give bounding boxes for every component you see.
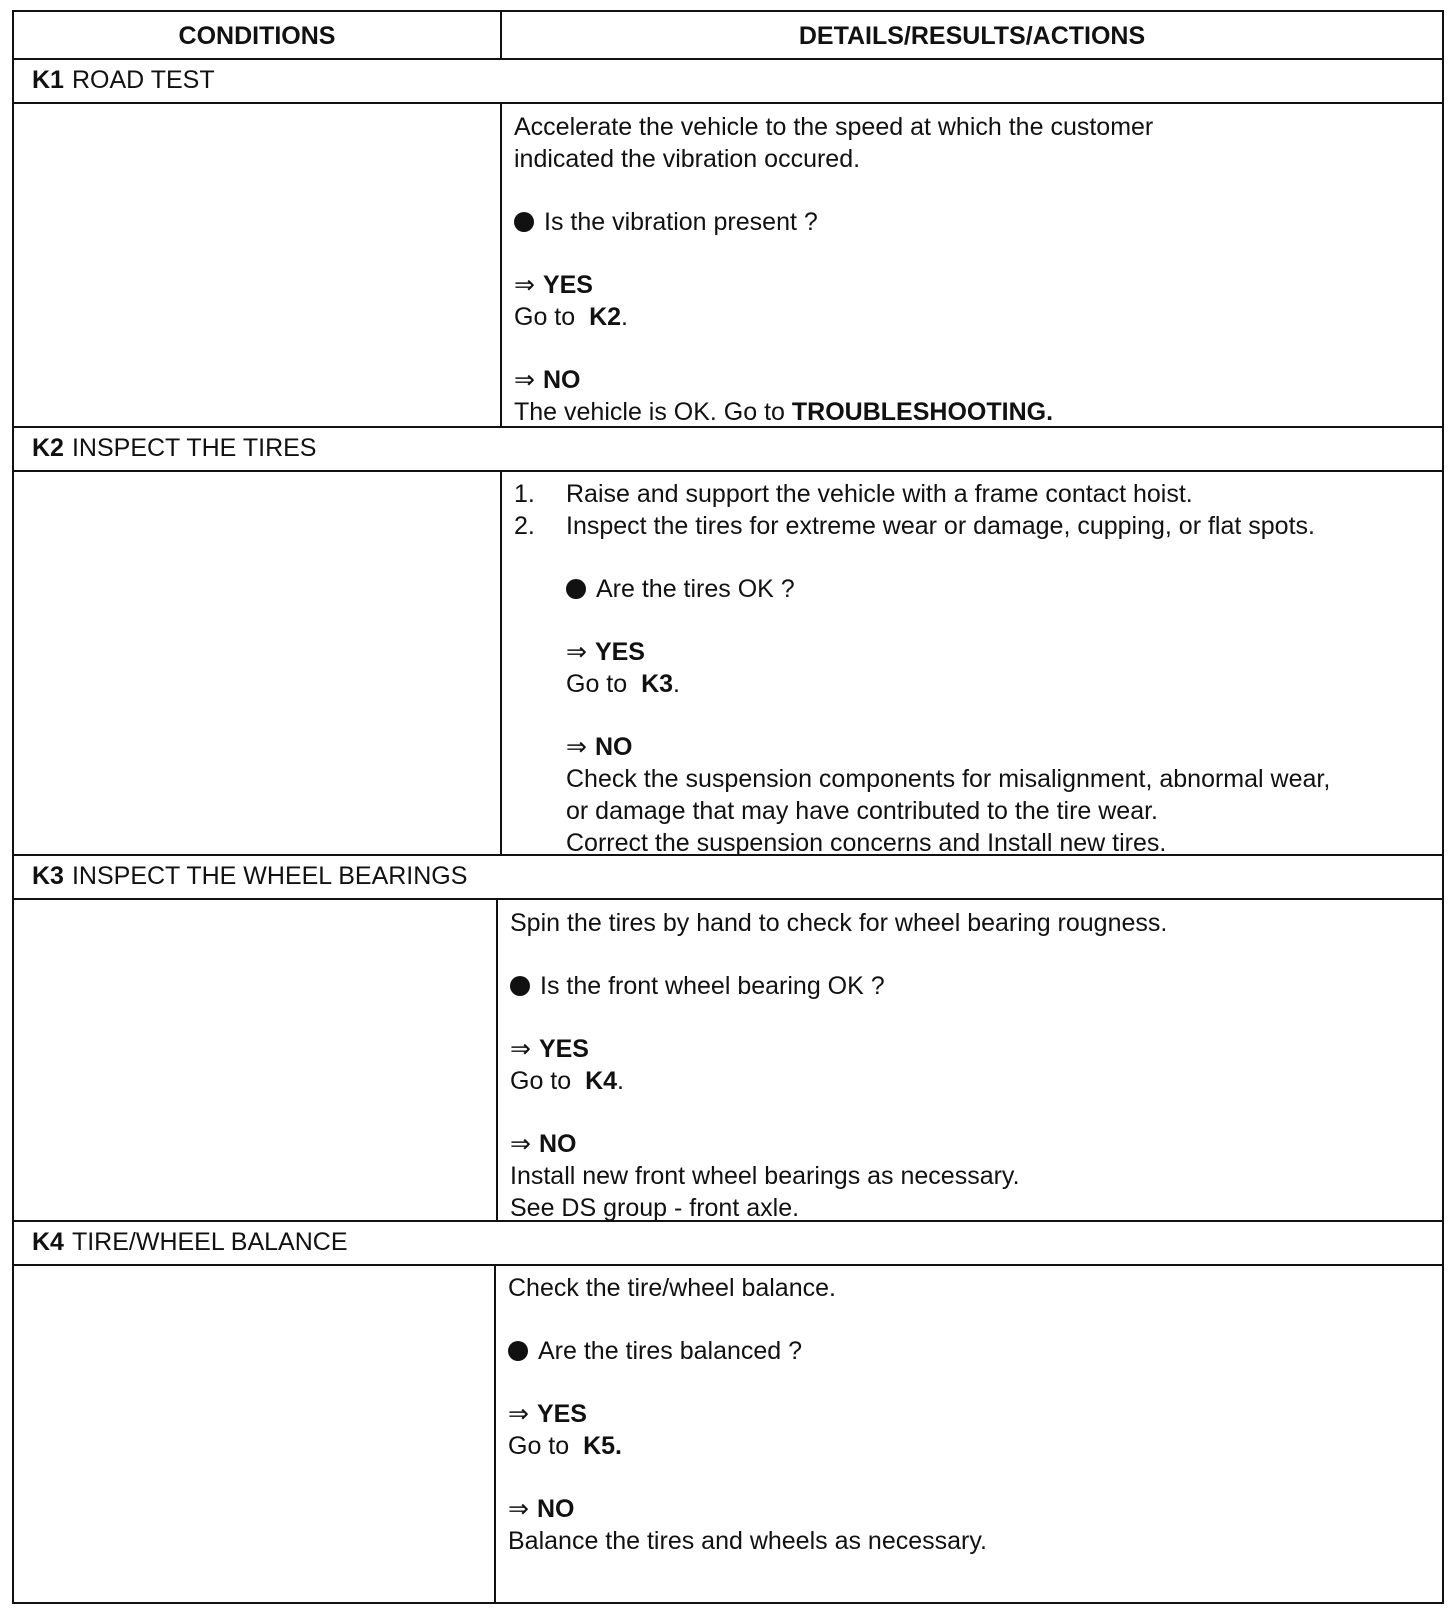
header-conditions: CONDITIONS — [178, 21, 336, 50]
no-ref: TROUBLESHOOTING. — [791, 398, 1054, 426]
divider — [14, 102, 1442, 104]
step-number: 2. — [514, 512, 535, 540]
bullet-icon — [514, 212, 534, 232]
section-k4-title: TIRE/WHEEL BALANCE — [71, 1227, 348, 1256]
section-k1-details — [514, 111, 1414, 428]
bullet-icon — [566, 579, 586, 599]
question-text: Is the front wheel bearing OK ? — [540, 972, 885, 1000]
right-arrow-icon: ⇒ — [566, 638, 587, 666]
goto-ref: K4 — [585, 1067, 618, 1095]
step-text: Raise and support the vehicle with a frame contact hoist. — [566, 480, 1193, 508]
section-k2-heading — [32, 426, 316, 470]
goto-text: Go to — [510, 1067, 572, 1095]
no-text: Install new front wheel bearings as necessary. — [510, 1162, 1020, 1190]
goto-punct: . — [673, 670, 680, 698]
section-k1-heading — [32, 58, 215, 102]
no-label: NO — [536, 1495, 575, 1523]
goto-text: Go to — [514, 303, 576, 331]
no-text: The vehicle is OK. Go to — [514, 398, 785, 426]
section-k3-heading — [32, 854, 467, 898]
question-text: Is the vibration present ? — [544, 208, 818, 236]
goto-punct: . — [621, 303, 628, 331]
detail-text: Spin the tires by hand to check for wheel bearing rougness. — [510, 909, 1168, 937]
yes-label: YES — [536, 1400, 587, 1428]
no-label: NO — [542, 366, 581, 394]
no-text: Correct the suspension concerns and Install new tires. — [566, 829, 1167, 857]
yes-label: YES — [542, 271, 593, 299]
right-arrow-icon: ⇒ — [510, 1035, 531, 1063]
section-k1-title: ROAD TEST — [71, 65, 215, 94]
no-text: or damage that may have contributed to the tire wear. — [566, 797, 1159, 825]
step-item — [514, 478, 1434, 510]
goto-text: Go to — [566, 670, 628, 698]
right-arrow-icon: ⇒ — [508, 1495, 529, 1523]
question-text: Are the tires balanced ? — [538, 1337, 803, 1365]
column-divider — [500, 470, 502, 854]
detail-text: Accelerate the vehicle to the speed at which the customer — [514, 113, 1154, 141]
yes-label: YES — [538, 1035, 589, 1063]
diagnostic-table — [12, 10, 1444, 1604]
section-k4-details — [508, 1272, 1428, 1557]
no-text: See DS group - front axle. — [510, 1194, 800, 1222]
section-k2-details — [514, 478, 1434, 859]
right-arrow-icon: ⇒ — [514, 271, 535, 299]
no-text: Balance the tires and wheels as necessary. — [508, 1527, 987, 1555]
yes-label: YES — [594, 638, 645, 666]
step-item — [514, 510, 1434, 542]
goto-ref: K2 — [589, 303, 622, 331]
detail-text: indicated the vibration occured. — [514, 145, 861, 173]
step-text: Inspect the tires for extreme wear or damage, cupping, or flat spots. — [566, 512, 1315, 540]
section-k3-title: INSPECT THE WHEEL BEARINGS — [71, 861, 468, 890]
right-arrow-icon: ⇒ — [514, 366, 535, 394]
header-divider — [500, 12, 502, 58]
section-k4-code: K4 — [32, 1227, 64, 1256]
right-arrow-icon: ⇒ — [508, 1400, 529, 1428]
divider — [14, 58, 1442, 60]
goto-text: Go to — [508, 1432, 570, 1460]
no-text: Check the suspension components for misalignment, abnormal wear, — [566, 765, 1331, 793]
no-label: NO — [538, 1130, 577, 1158]
column-divider — [494, 1264, 496, 1604]
section-k3-details — [510, 907, 1430, 1224]
divider — [14, 1264, 1442, 1266]
goto-ref: K3 — [641, 670, 674, 698]
divider — [14, 898, 1442, 900]
column-divider — [500, 102, 502, 426]
question-text: Are the tires OK ? — [596, 575, 795, 603]
section-k2-code: K2 — [32, 433, 64, 462]
section-k3-code: K3 — [32, 861, 64, 890]
section-k2-title: INSPECT THE TIRES — [71, 433, 317, 462]
goto-ref: K5. — [583, 1432, 622, 1460]
detail-text: Check the tire/wheel balance. — [508, 1274, 836, 1302]
header-details: DETAILS/RESULTS/ACTIONS — [798, 21, 1146, 50]
column-divider — [496, 898, 498, 1220]
right-arrow-icon: ⇒ — [566, 733, 587, 761]
bullet-icon — [508, 1341, 528, 1361]
step-number: 1. — [514, 480, 535, 508]
bullet-icon — [510, 976, 530, 996]
section-k1-code: K1 — [32, 65, 64, 94]
no-label: NO — [594, 733, 633, 761]
section-k4-heading — [32, 1220, 348, 1264]
right-arrow-icon: ⇒ — [510, 1130, 531, 1158]
goto-punct: . — [617, 1067, 624, 1095]
divider — [14, 470, 1442, 472]
